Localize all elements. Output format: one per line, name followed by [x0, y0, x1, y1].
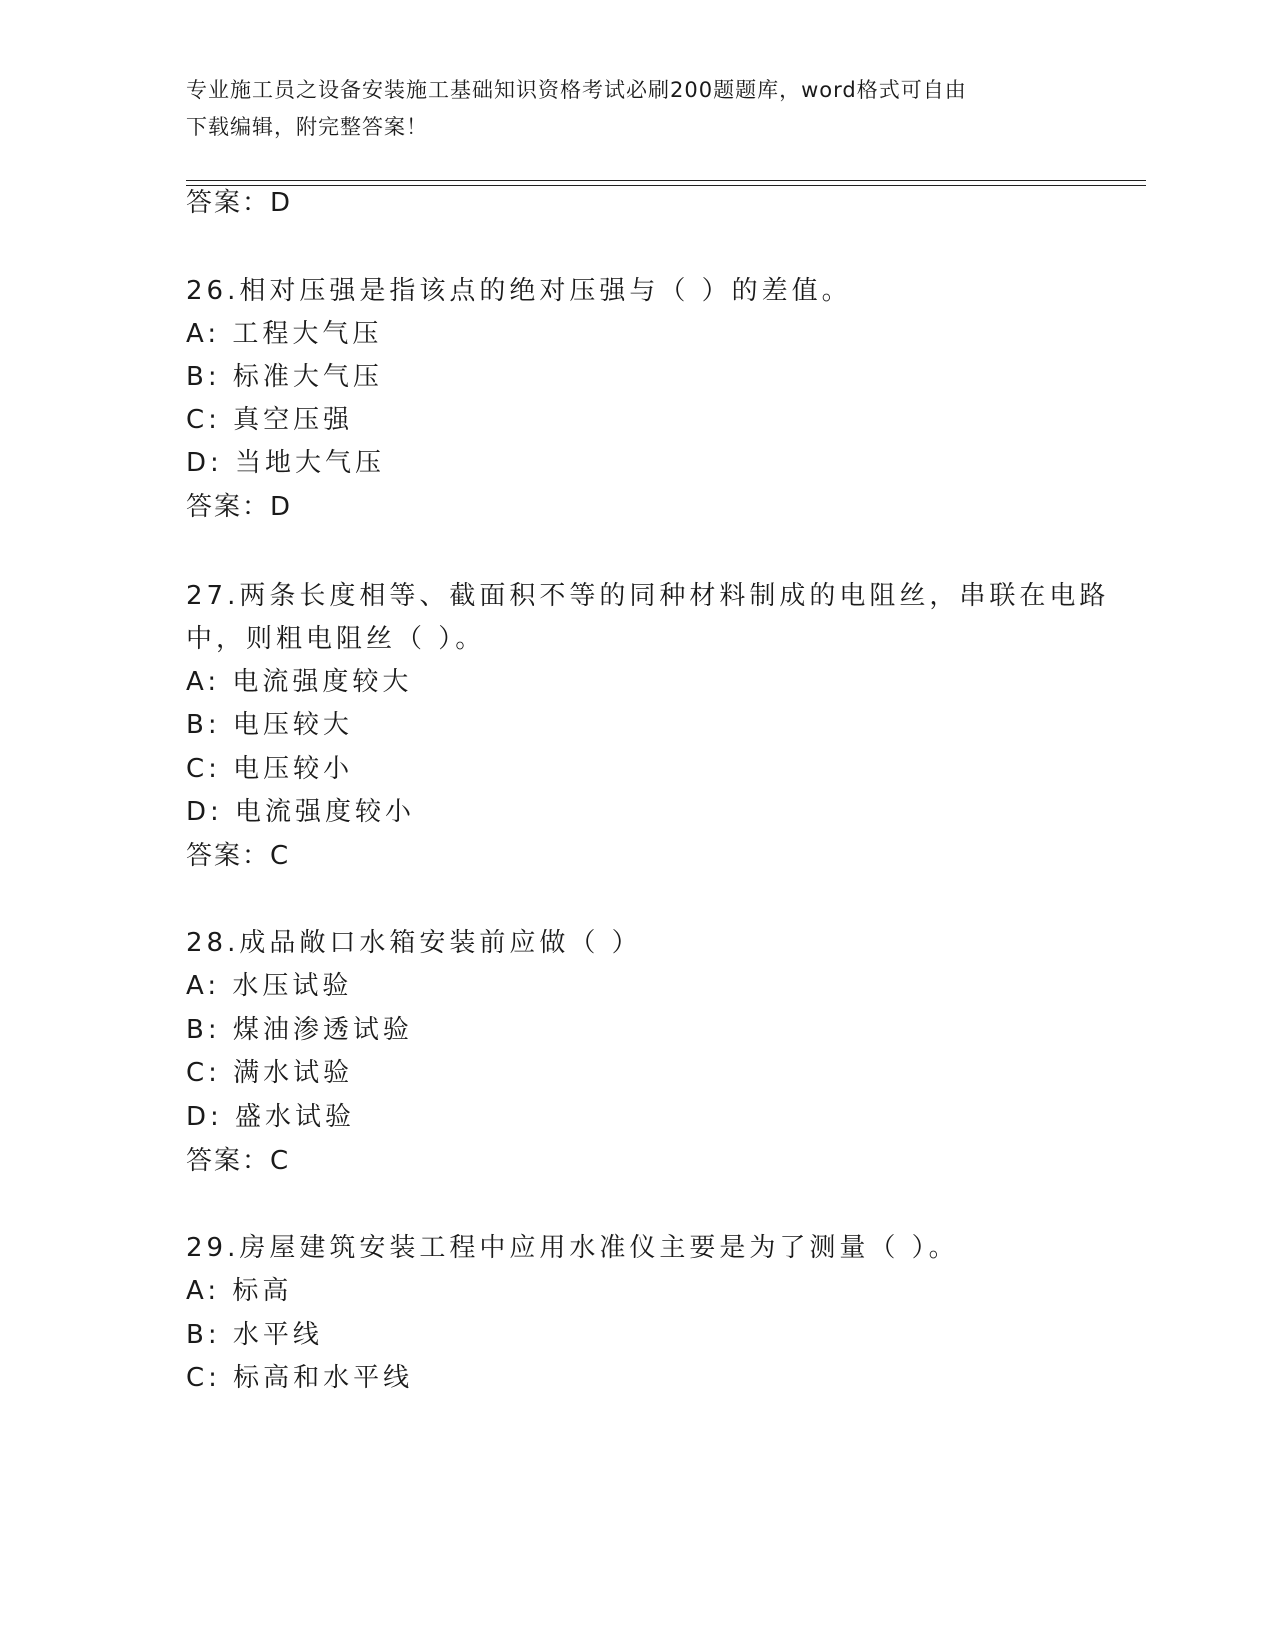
question-stem: 26.相对压强是指该点的绝对压强与（ ）的差值。: [186, 276, 852, 306]
option-c: C: 电压较小: [186, 754, 354, 784]
option-d: D: 盛水试验: [186, 1102, 356, 1132]
answer-line: 答案：C: [186, 1146, 291, 1176]
question-stem: 29.房屋建筑安装工程中应用水准仪主要是为了测量（ ）。: [186, 1233, 959, 1263]
answer-line: 答案：D: [186, 188, 293, 218]
header-line-1: 专业施工员之设备安装施工基础知识资格考试必刷200题题库，word格式可自由: [186, 78, 967, 102]
option-a: A: 水压试验: [186, 971, 353, 1001]
document-header: [186, 72, 1066, 146]
option-d: D: 当地大气压: [186, 448, 386, 478]
option-a: A: 电流强度较大: [186, 667, 413, 697]
option-c: C: 满水试验: [186, 1058, 354, 1088]
question-stem-continued: 中，则粗电阻丝（ ）。: [186, 624, 486, 654]
header-line-2: 下载编辑，附完整答案！: [186, 115, 428, 139]
option-b: B: 水平线: [186, 1320, 323, 1350]
option-a: A: 标高: [186, 1276, 293, 1306]
option-b: B: 煤油渗透试验: [186, 1015, 413, 1045]
option-b: B: 标准大气压: [186, 362, 383, 392]
answer-line: 答案：C: [186, 841, 291, 871]
option-c: C: 真空压强: [186, 405, 354, 435]
option-b: B: 电压较大: [186, 710, 353, 740]
question-stem: 28.成品敞口水箱安装前应做（ ）: [186, 928, 642, 958]
header-divider-top: [186, 180, 1146, 181]
header-divider-bottom: [186, 185, 1146, 186]
option-d: D: 电流强度较小: [186, 797, 416, 827]
question-stem: 27.两条长度相等、截面积不等的同种材料制成的电阻丝，串联在电路: [186, 581, 1110, 611]
option-a: A: 工程大气压: [186, 319, 383, 349]
answer-line: 答案：D: [186, 492, 293, 522]
option-c: C: 标高和水平线: [186, 1363, 414, 1393]
